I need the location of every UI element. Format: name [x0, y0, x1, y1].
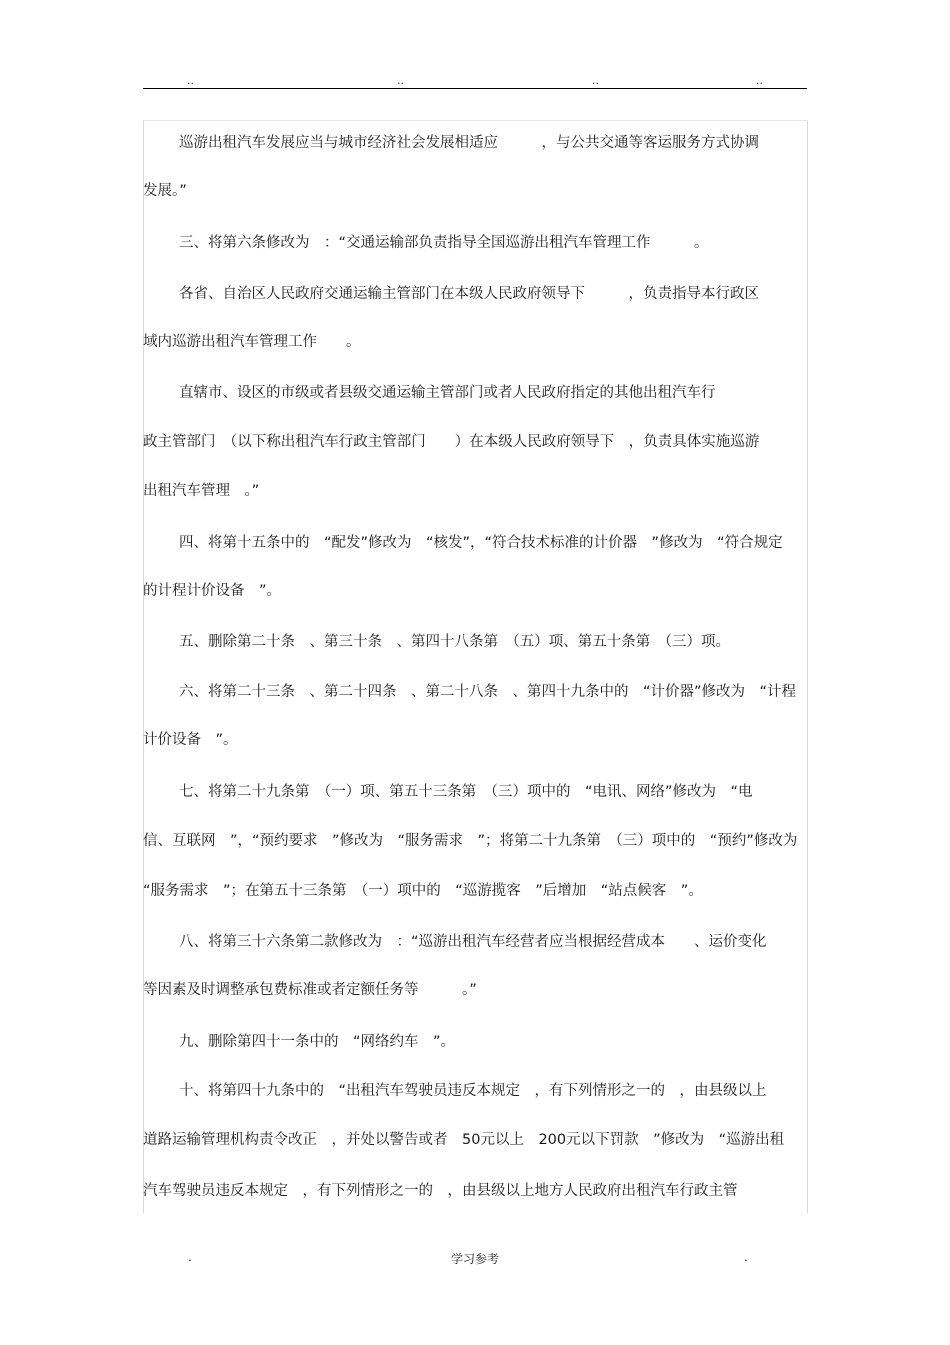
header-mark: .. [756, 74, 763, 87]
text-line: 六、将第二十三条 、第二十四条 、第二十八条 、第四十九条中的 “计价器”修改为 “计程 [179, 684, 797, 700]
header-mark: .. [397, 74, 404, 87]
text-line: 发展。” [143, 183, 187, 199]
text-line: 五、删除第二十条 、第三十条 、第四十八条第 （五）项、第五十条第 （三）项。 [179, 634, 730, 650]
text-line: 出租汽车管理 。” [143, 483, 260, 499]
text-line: 九、删除第四十一条中的 “网络约车 ”。 [179, 1034, 456, 1050]
header-mark: .. [592, 74, 599, 87]
text-line: 的计程计价设备 ”。 [143, 583, 282, 599]
text-line: 巡游出租汽车发展应当与城市经济社会发展相适应 ，与公共交通等客运服务方式协调 [179, 135, 759, 151]
text-line: 七、将第二十九条第 （一）项、第五十三条第 （三）项中的 “电讯、网络”修改为 “电 [179, 784, 753, 800]
text-line: 信、互联网 ”，“预约要求 ”修改为 “服务需求 ”；将第二十九条第 （三）项中的 “预约”修改为 [143, 833, 798, 849]
text-line: 政主管部门 （以下称出租汽车行政主管部门 ）在本级人民政府领导下 ，负责具体实施巡游 [143, 434, 760, 450]
text-line: 汽车驾驶员违反本规定 ，有下列情形之一的 ，由县级以上地方人民政府出租汽车行政主管 [143, 1183, 738, 1199]
page-footer [0, 1250, 950, 1270]
text-line: 直辖市、设区的市级或者县级交通运输主管部门或者人民政府指定的其他出租汽车行 [179, 385, 716, 401]
text-line: 三、将第六条修改为 ：“交通运输部负责指导全国巡游出租汽车管理工作 。 [179, 235, 709, 251]
text-line: 各省、自治区人民政府交通运输主管部门在本级人民政府领导下 ，负责指导本行政区 [179, 286, 759, 302]
footer-caption: 学习参考 [451, 1252, 500, 1266]
text-line: 道路运输管理机构责令改正 ，并处以警告或者 50元以上 200元以下罚款 ”修改为 “巡游出租 [143, 1132, 785, 1148]
text-line: 十、将第四十九条中的 “出租汽车驾驶员违反本规定 ，有下列情形之一的 ，由县级以上 [179, 1083, 767, 1099]
footer-left-mark: . [188, 1250, 192, 1264]
text-line: 域内巡游出租汽车管理工作 。 [143, 334, 361, 350]
text-line: 等因素及时调整承包费标准或者定额任务等 。” [143, 982, 477, 998]
footer-right-mark: . [744, 1250, 748, 1264]
text-line: 计价设备 ”。 [143, 732, 238, 748]
text-line: 八、将第三十六条第二款修改为 ：“巡游出租汽车经营者应当根据经营成本 、运价变化 [179, 934, 767, 950]
text-line: 四、将第十五条中的 “配发”修改为 “核发”，“符合技术标准的计价器 ”修改为 “符合规定 [179, 535, 783, 551]
header-rule [143, 88, 807, 89]
header-mark: .. [187, 74, 194, 87]
text-line: “服务需求 ”；在第五十三条第 （一）项中的 “巡游揽客 ”后增加 “站点候客 ”。 [143, 883, 703, 899]
